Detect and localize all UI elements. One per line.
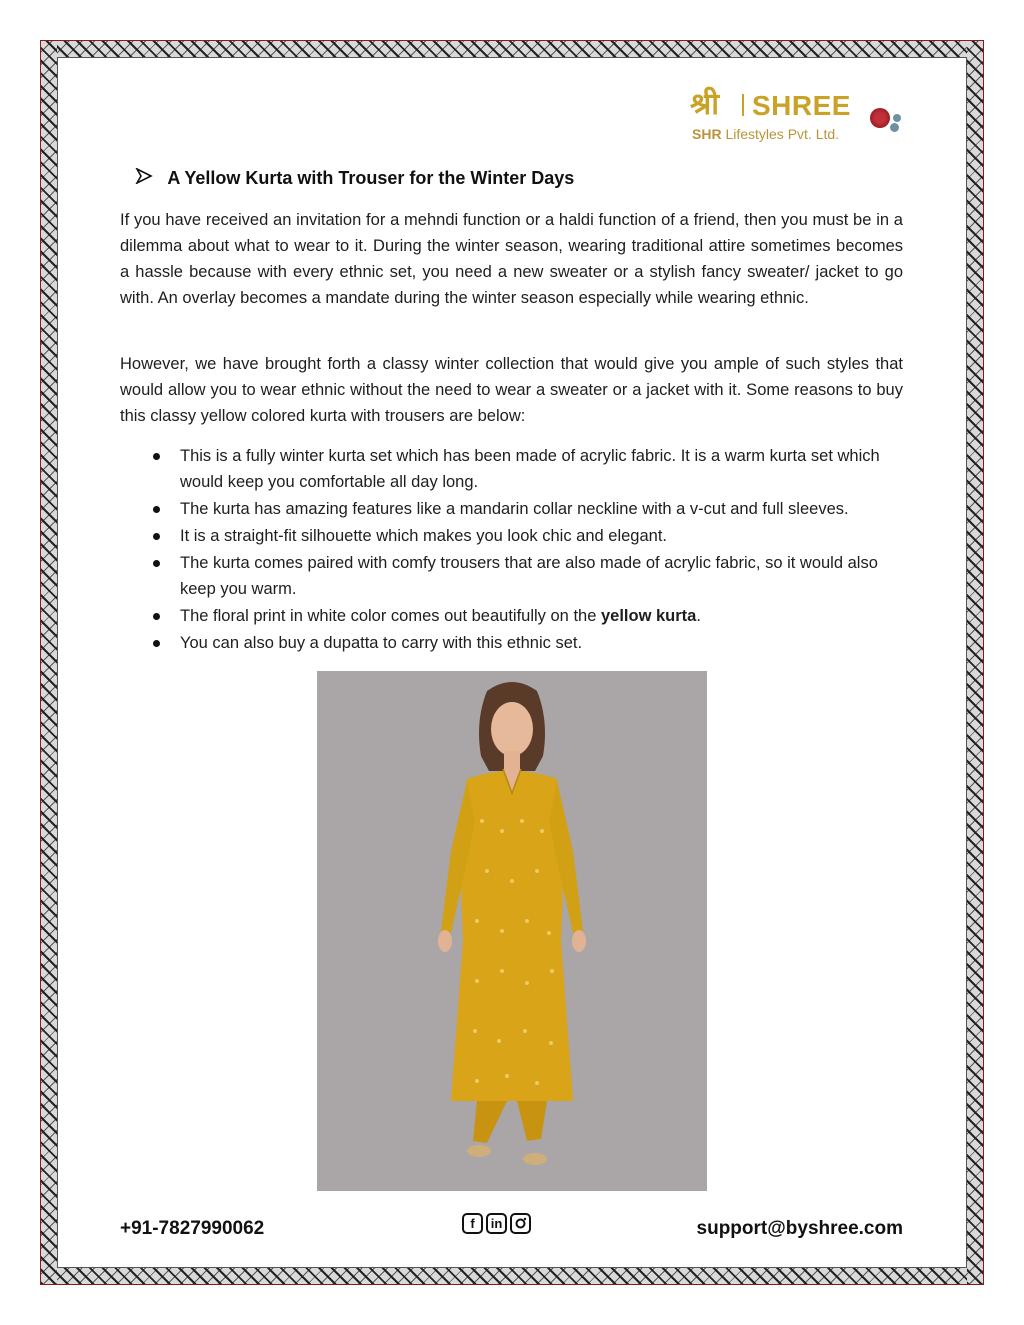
- dot-icon: [890, 123, 899, 132]
- instagram-glyph: [512, 1215, 529, 1232]
- kurta-model-illustration: [317, 671, 707, 1191]
- logo-brand: SHREE: [752, 90, 851, 121]
- arrow-bullet-icon: [133, 168, 155, 184]
- linkedin-icon[interactable]: in: [486, 1213, 507, 1234]
- paragraph: However, we have brought forth a classy winter collection that would give you ample of such styles that would allow you to wear ethnic without the need to wear a sweater or a jacket with it. Some reasons to buy this classy yellow colored kurta with trousers are below:: [120, 355, 903, 425]
- bullet-list: [120, 443, 903, 657]
- list-item-text: The floral print in white color comes out beautifully on the: [180, 607, 601, 625]
- flower-icon: [870, 108, 890, 128]
- border-bottom: [41, 1268, 983, 1284]
- list-item: The kurta has amazing features like a mandarin collar neckline with a v-cut and full sleeves.: [120, 496, 903, 522]
- logo-separator: [742, 94, 744, 116]
- support-email[interactable]: support@byshree.com: [696, 1218, 903, 1239]
- border-top: [41, 41, 983, 57]
- list-item: It is a straight-fit silhouette which makes you look chic and elegant.: [120, 523, 903, 549]
- list-item: You can also buy a dupatta to carry with this ethnic set.: [120, 630, 903, 656]
- product-photo: [317, 671, 707, 1191]
- list-item: This is a fully winter kurta set which has been made of acrylic fabric. It is a warm kurta set which would keep you comfortable all day long.: [120, 443, 903, 495]
- yellow-kurta-link: yellow kurta: [600, 607, 697, 625]
- shree-logo: [690, 88, 910, 148]
- list-item: [120, 603, 903, 629]
- facebook-icon[interactable]: f: [462, 1213, 483, 1234]
- logo-company-rest: Lifestyles Pvt. Ltd.: [721, 126, 840, 142]
- logo-company: [692, 126, 839, 142]
- logo-devanagari: श्री: [690, 87, 720, 122]
- border-right: [967, 41, 983, 1284]
- phone-number[interactable]: +91-7827990062: [120, 1218, 265, 1239]
- paragraph: If you have received an invitation for a mehndi function or a haldi function of a friend, then you must be in a dilemma about what to wear to it. During the winter season, wearing traditional attire sometimes becomes a hassle because with every ethnic set, you need a new sweater or a stylish fancy sweater/ jacket to go with. An overlay becomes a mandate during the winter season especially while wearing ethnic.: [120, 211, 903, 307]
- list-item: The kurta comes paired with comfy trousers that are also made of acrylic fabric, so it would also keep you warm.: [120, 550, 903, 602]
- section-heading: [133, 168, 574, 189]
- social-icons: [462, 1213, 534, 1235]
- list-item-text-end: .: [696, 607, 701, 625]
- logo-company-bold: SHR: [692, 126, 722, 142]
- instagram-icon[interactable]: [510, 1213, 531, 1234]
- heading-text: A Yellow Kurta with Trouser for the Winter Days: [167, 168, 575, 188]
- dot-icon: [893, 114, 901, 122]
- border-left: [41, 41, 57, 1284]
